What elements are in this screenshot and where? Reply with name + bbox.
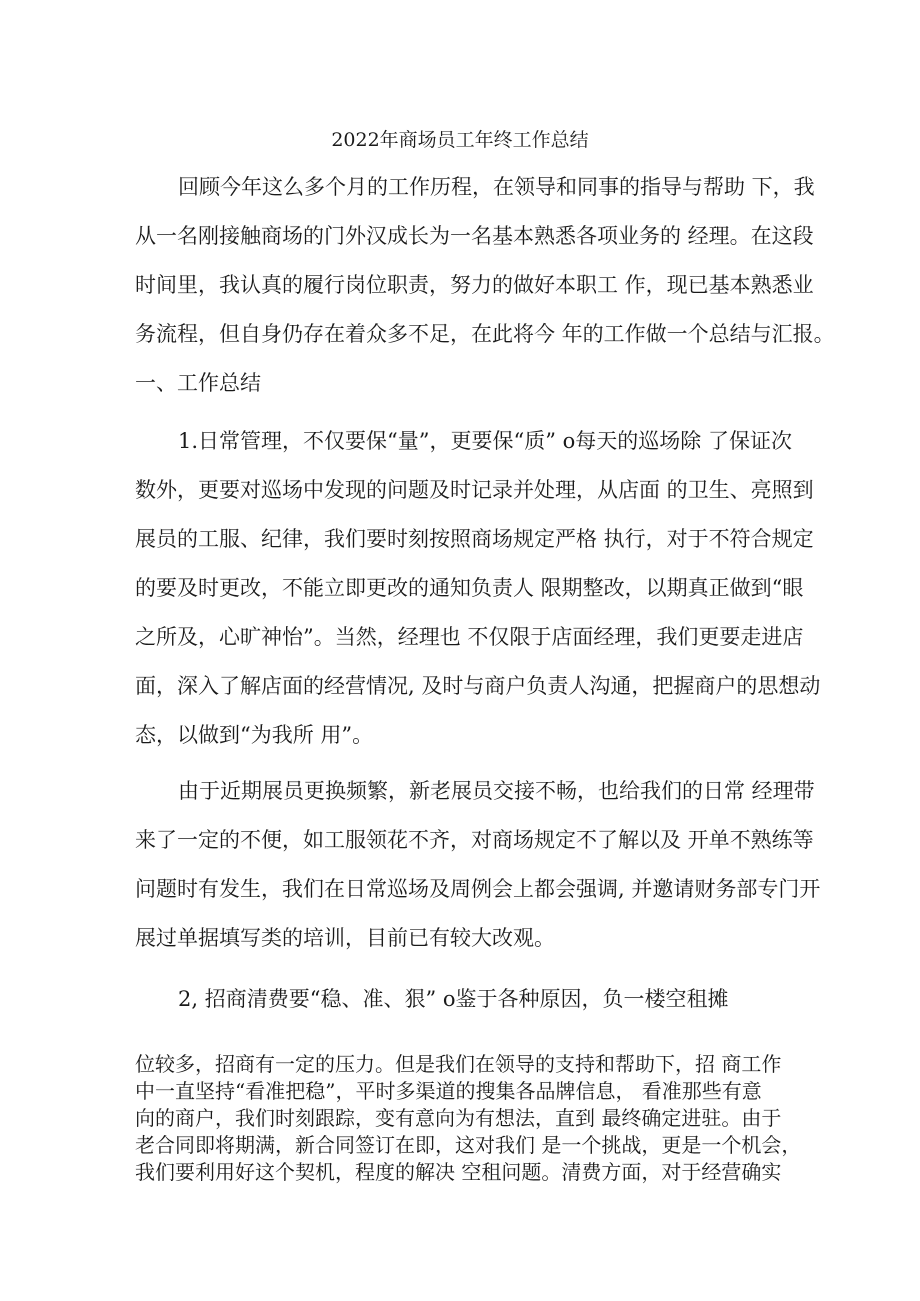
paragraph-line: 回顾今年这么多个月的工作历程，在领导和同事的指导与帮助 下，我 [178, 175, 815, 199]
paragraph-line: 由于近期展员更换频繁，新老展员交接不畅，也给我们的日常 经理带 [178, 779, 815, 803]
paragraph-line: 2, 招商清费要“稳、准、狠” o鉴于各种原因，负一楼空租摊 [178, 987, 729, 1011]
section-heading: 一、工作总结 [135, 371, 261, 395]
paragraph-line: 时间里，我认真的履行岗位职责，努力的做好本职工 作，现已基本熟悉业 [135, 273, 814, 297]
paragraph-line: 1.日常管理，不仅要保“量”，更要保“质” o每天的巡场除 了保证次 [178, 429, 792, 453]
paragraph-line: 面，深入了解店面的经营情况, 及时与商户负责人沟通，把握商户的思想动 [135, 674, 821, 698]
paragraph-line: 我们要利用好这个契机，程度的解决 空租问题。清费方面，对于经营确实 [135, 1160, 782, 1184]
paragraph-line: 展员的工服、纪律，我们要时刻按照商场规定严格 执行，对于不符合规定 [135, 527, 814, 551]
paragraph-line: 务流程，但自身仍存在着众多不足，在此将今 年的工作做一个总结与汇报。 [135, 322, 835, 346]
paragraph-line: 问题时有发生，我们在日常巡场及周例会上都会强调, 并邀请财务部专门开 [135, 877, 821, 901]
paragraph-line: 来了一定的不便，如工服领花不齐，对商场规定不了解以及 开单不熟练等 [135, 828, 814, 852]
paragraph-line: 态，以做到“为我所 用”。 [135, 723, 374, 747]
paragraph-line: 向的商户，我们时刻跟踪，变有意向为有想法，直到 最终确定进驻。由于 [135, 1106, 782, 1130]
paragraph-line: 之所及，心旷神怡”。当然，经理也 不仅限于店面经理，我们更要走进店 [135, 625, 804, 649]
paragraph-line: 展过单据填写类的培训，目前已有较大改观。 [135, 926, 555, 950]
paragraph-line: 中一直坚持“看准把稳”，平时多渠道的搜集各品牌信息， 看准那些有意 [135, 1079, 762, 1103]
paragraph-line: 老合同即将期满，新合同签订在即，这对我们 是一个挑战，更是一个机会， [135, 1133, 802, 1157]
paragraph-line: 位较多，招商有一定的压力。但是我们在领导的支持和帮助下，招 商工作 [135, 1052, 782, 1076]
paragraph-line: 数外，更要对巡场中发现的问题及时记录并处理，从店面 的卫生、亮照到 [135, 478, 814, 502]
document-title: 2022年商场员工年终工作总结 [331, 129, 589, 151]
paragraph-line: 从一名刚接触商场的门外汉成长为一名基本熟悉各项业务的 经理。在这段 [135, 224, 814, 248]
paragraph-line: 的要及时更改，不能立即更改的通知负责人 限期整改，以期真正做到“眼 [135, 576, 804, 600]
